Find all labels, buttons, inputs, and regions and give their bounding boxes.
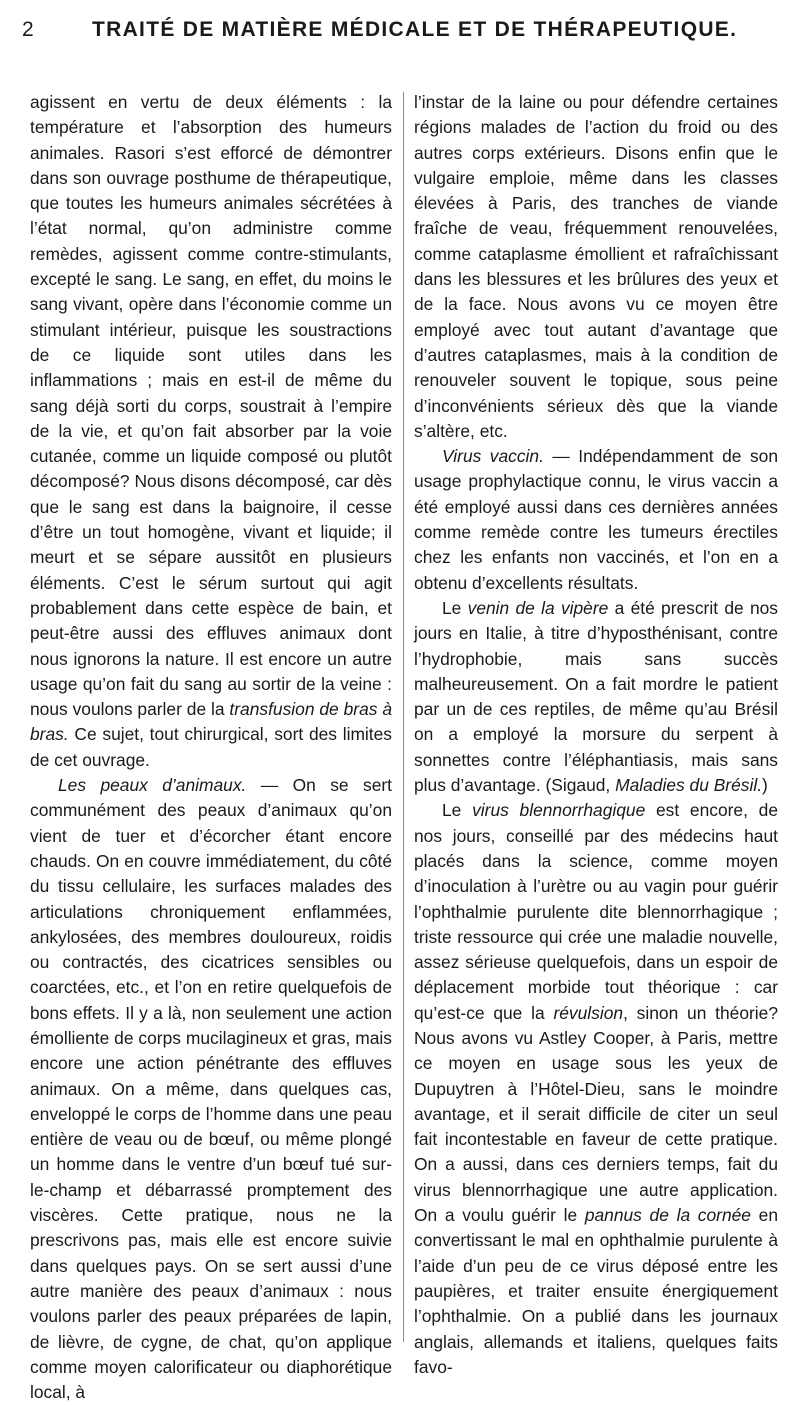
paragraph-text: — Indépendamment de son usage prophylactique connu, le virus vaccin a été employé aussi dans ces dernières années comme remède contre les tumeurs érectiles chez les enfants non vaccinés, et l’on en a obtenu d’excellents résultats. <box>414 446 778 593</box>
paragraph-vaccine-virus <box>414 444 778 596</box>
paragraph-text: a été prescrit de nos jours en Italie, à titre d’hyposthénisant, contre l’hydrophobie, mais sans succès malheureusement. On a fait mordre le patient par un de ces reptiles, de même qu’au Brésil on a employé la morsure du serpent à sonnettes contre l’éléphantiasis, mais sans plus d’avantage. (Sigaud, <box>414 597 778 796</box>
section-heading-italic: Virus vaccin. <box>442 446 544 467</box>
paragraph-text: est encore, de nos jours, conseillé par des médecins haut placés dans la science, comme moyen d’inoculation à l’urètre ou au vagin pour guérir l’ophthalmie purulente dite blennorrhagique ; triste ressource qui crée une maladie nouvelle, assez sérieuse quelquefois, dans un espoir de déplacement morbide tout théorique : car qu’est-ce que la <box>414 800 779 1023</box>
italic-term: transfusion de bras à bras. <box>30 699 392 745</box>
italic-term: révulsion <box>553 1002 624 1023</box>
paragraph-text: Ce sujet, tout chirurgical, sort des limites de cet ouvrage. <box>30 724 392 770</box>
paragraph-viper-venom <box>414 596 778 798</box>
right-column <box>414 90 778 1380</box>
paragraph-text: , sinon un théorie? Nous avons vu Astley Cooper, à Paris, mettre ce moyen en usage sous les yeux de Dupuytren à l’Hôtel-Dieu, sans le moindre avantage, et il serait difficile de citer un seul fait incontestable en faveur de cette pratique. On a aussi, dans ces derniers temps, fait du virus blennorrhagique une autre application. On a voulu guérir le <box>414 1002 778 1226</box>
italic-term: pannus de la cornée <box>584 1205 751 1226</box>
left-column <box>30 90 392 1405</box>
paragraph-text: — On se sert communément des peaux d’animaux qu’on vient de tuer et d’écorcher étant encore chauds. On en couvre immédiatement, du côté du tissu cellulaire, les surfaces malades des articulations chroniquement enflammées, ankylosées, des membres douloureux, roidis ou contractés, des cicatrices sensibles ou coarctées, etc., et l’on en retire quelquefois de bons effets. Il y a là, non seulement une action émolliente de corps mucilagineux et gras, mais encore une action pénétrante des effluves animaux. On a même, dans quelques cas, enveloppé le corps de l’homme dans une peau entière de veau ou de bœuf, ou même plongé un homme dans le ventre d’un bœuf tué sur-le-champ et débarrassé promptement des viscères. Cette pratique, nous ne la prescrivons pas, mais elle est encore suivie dans quelques pays. On se sert aussi d’une autre manière des peaux d’animaux : nous voulons parler des peaux préparées de lapin, de lièvre, de cygne, de chat, qu’on applique comme moyen calorificateur ou diaphorétique local, à <box>30 775 393 1403</box>
paragraph-text: ) <box>762 775 768 796</box>
italic-term: virus blennorrhagique <box>472 800 646 821</box>
page-header <box>22 18 782 58</box>
paragraph-text: Le <box>442 597 468 618</box>
paragraph-text: l’instar de la laine ou pour défendre certaines régions malades de l’action du froid ou des autres corps extérieurs. Disons enfin que le vulgaire emploie, même dans les classes élevées à Paris, des tranches de viande fraîche de veau, fréquemment renouvelées, comme cataplasme émollient et rafraîchissant dans les blessures et les brûlures des yeux et de la face. Nous avons vu ce moyen être employé avec tout autant d’avantage que d’autres cataplasmes, mais à la condition de renouveler souvent le topique, sous peine d’inconvénients sérieux dès que la viande s’altère, etc. <box>414 92 778 441</box>
running-title: TRAITÉ DE MATIÈRE MÉDICALE ET DE THÉRAPEUTIQUE. <box>92 18 738 41</box>
paragraph-blennorrhagic-virus <box>414 798 778 1380</box>
column-divider <box>403 92 404 1342</box>
paragraph-text: agissent en vertu de deux éléments : la température et l’absorption des humeurs animales. Rasori s’est efforcé de démontrer dans son ouvrage posthume de thérapeutique, que toutes les humeurs animales sécrétées à l’état normal, qu’on administre comme remèdes, agissent comme contre-stimulants, excepté le sang. Le sang, en effet, du moins le sang vivant, opère dans l’économie comme un stimulant intérieur, puisque les soustractions de ce liquide sont utiles dans les inflammations ; mais en est-il de même du sang déjà sorti du corps, soustrait à l’empire de la vie, et qu’on fait absorber par la voie cutanée, comme un liquide composé ou plutôt décomposé? Nous disons décomposé, car dès que le sang est dans la baignoire, il cesse d’être un tout homogène, vivant et liquide; il meurt et se sépare aussitôt en plusieurs éléments. C’est le sérum surtout qui agit probablement dans cette espèce de bain, et peut-être aussi des effluves animaux dont nous ignorons la nature. Il est encore un autre usage qu’on fait du sang au sortir de la veine : nous voulons parler de la <box>30 92 392 720</box>
italic-citation: Maladies du Brésil. <box>615 775 763 796</box>
paragraph-blood-bath <box>30 90 392 773</box>
page-number: 2 <box>22 18 35 41</box>
paragraph-text: Le <box>442 800 473 821</box>
italic-term: venin de la vipère <box>467 597 609 618</box>
paragraph-animal-skins <box>30 773 392 1405</box>
section-heading-italic: Les peaux d’animaux. <box>58 775 247 796</box>
paragraph-continued <box>414 90 778 444</box>
paragraph-text: en convertissant le mal en ophthalmie purulente à l’aide d’un peu de ce virus déposé entre les paupières, et traiter ensuite énergiquement l’ophthalmie. On a publié dans les journaux anglais, allemands et italiens, quelques faits favo- <box>414 1205 778 1377</box>
